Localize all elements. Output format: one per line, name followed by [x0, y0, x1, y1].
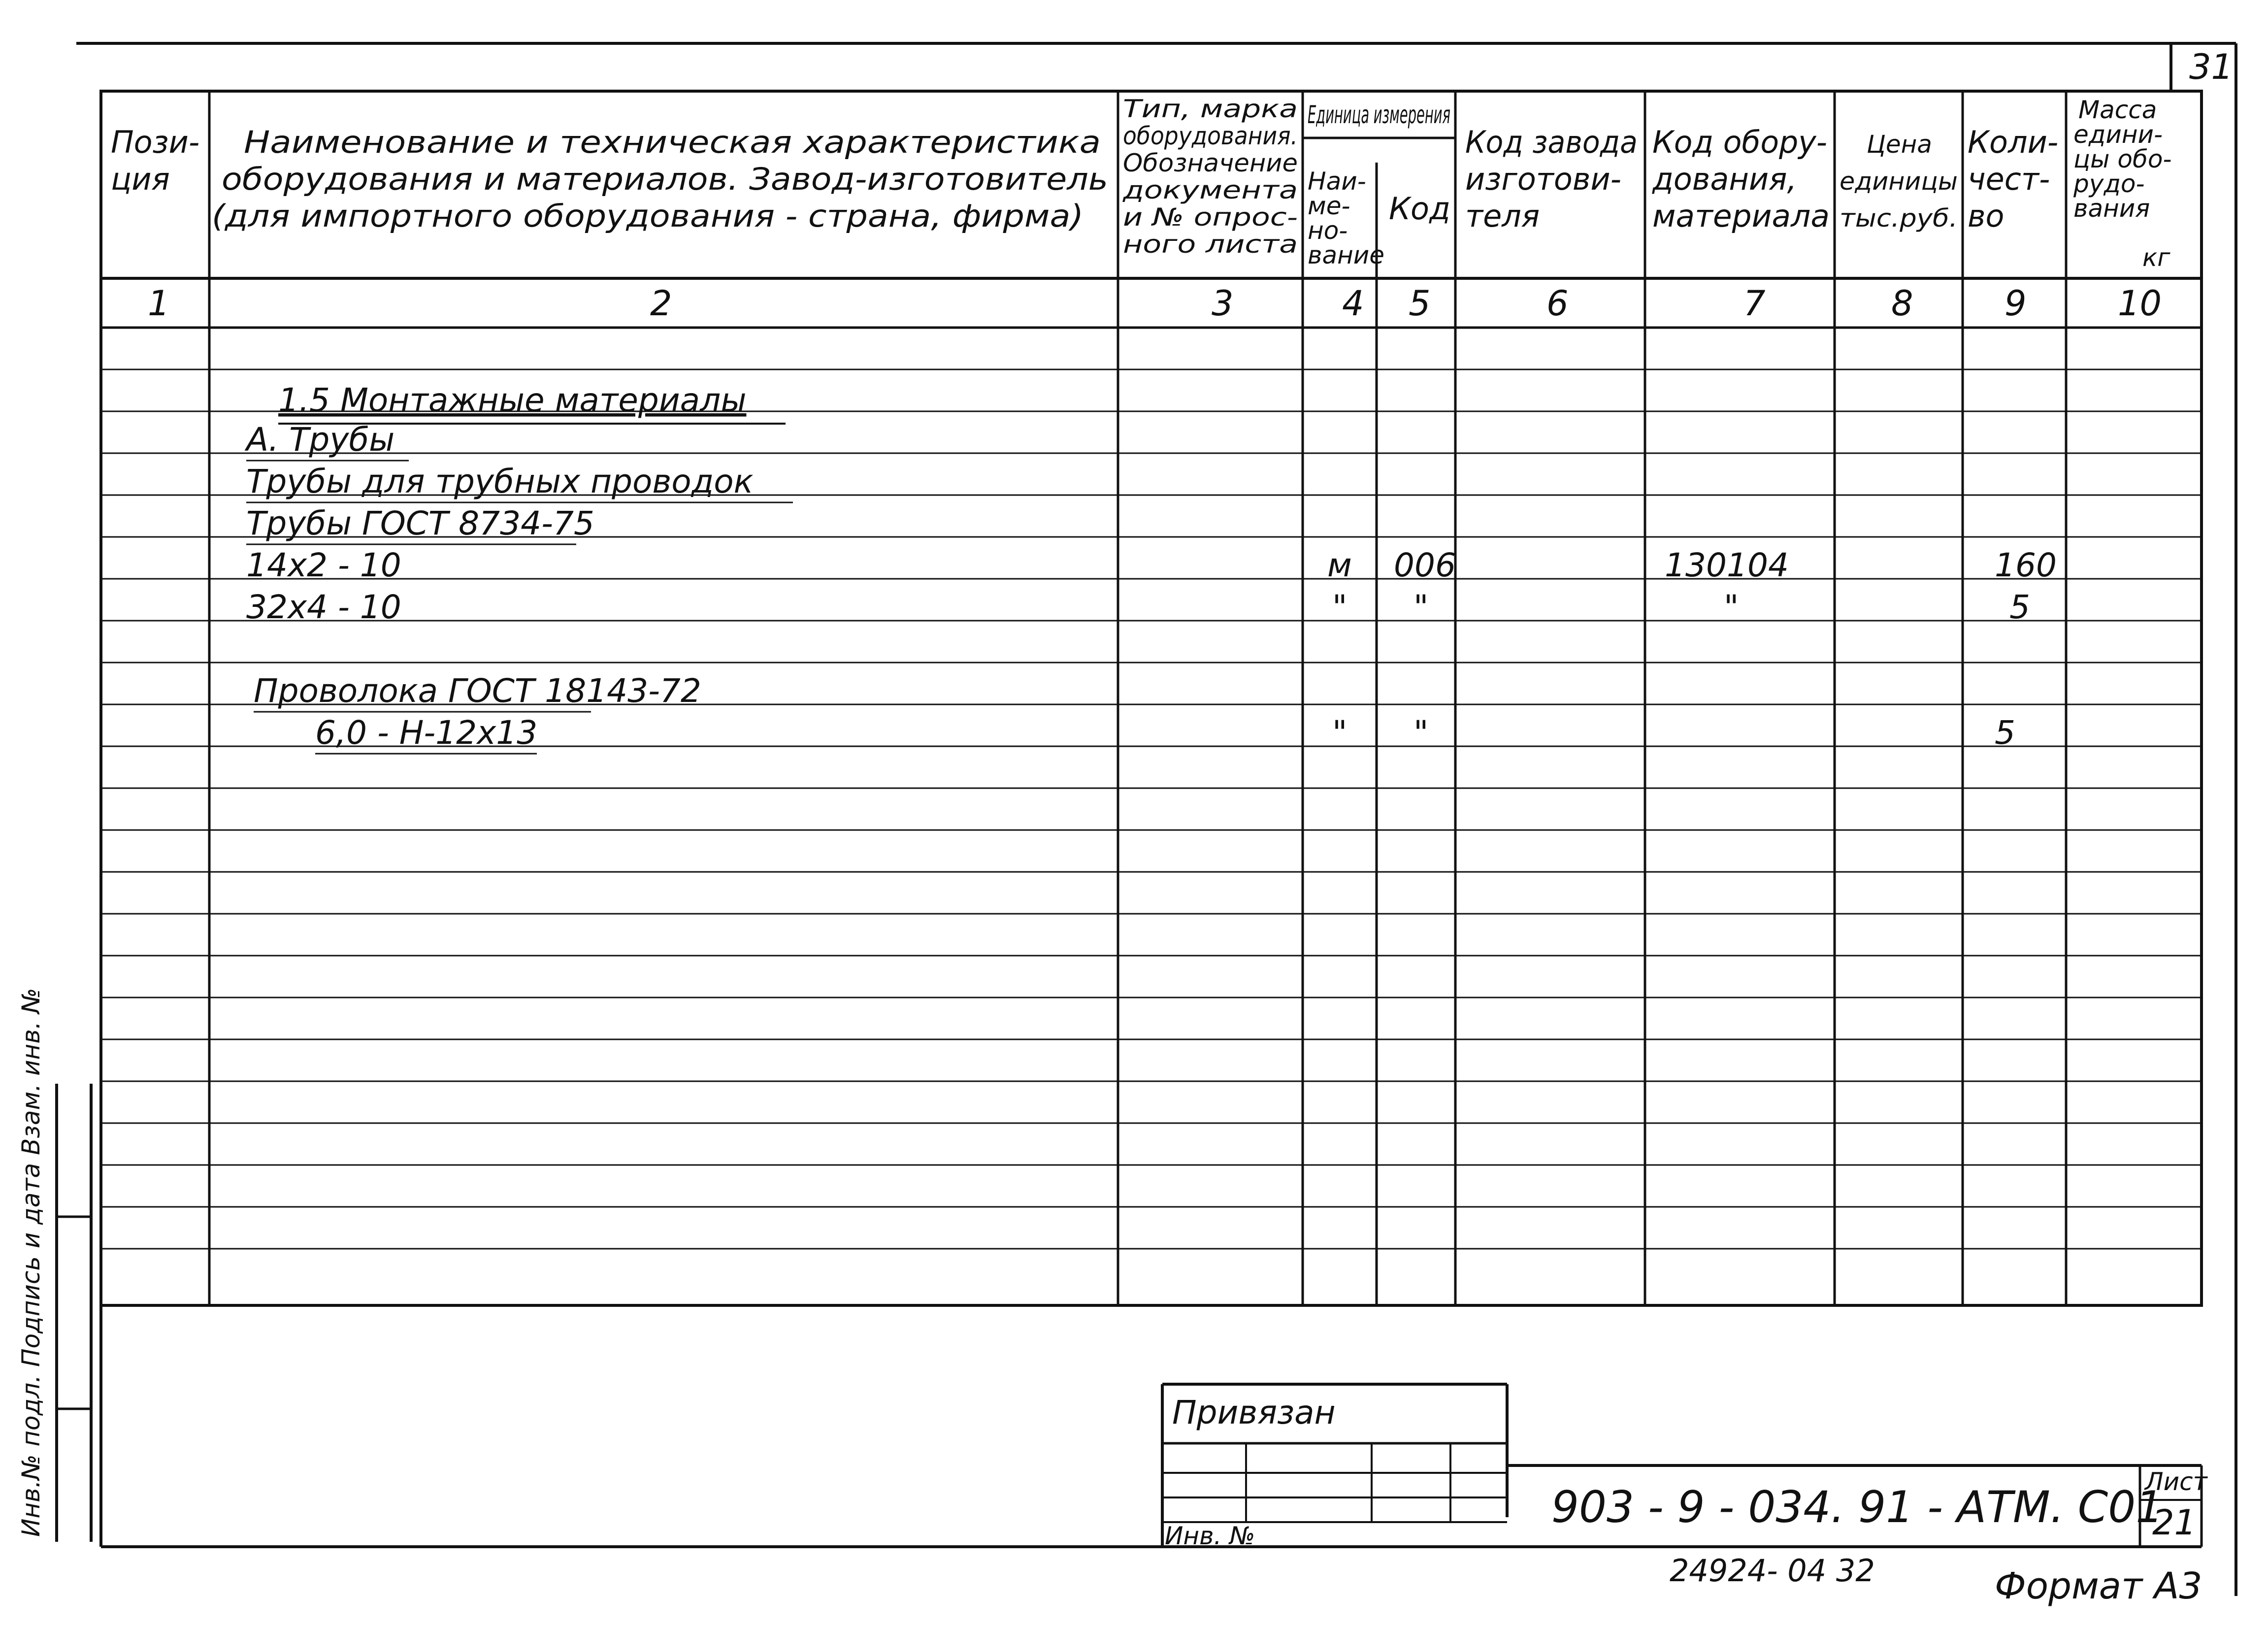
svg-text:Единица измерения: Единица измерения	[1308, 100, 1450, 129]
svg-text:теля: теля	[1465, 198, 1540, 234]
header-col7	[1652, 124, 1830, 234]
header-col4	[1308, 167, 1384, 269]
svg-text:Цена: Цена	[1867, 130, 1932, 159]
header-col6	[1465, 124, 1638, 234]
svg-text:5: 5	[2009, 588, 2030, 626]
svg-text:Коли-: Коли-	[1968, 124, 2059, 160]
inv-no-label: Инв. №	[1165, 1522, 1255, 1550]
svg-text:едини-: едини-	[2073, 120, 2163, 149]
svg-text:и № опрос-: и № опрос-	[1123, 203, 1298, 232]
archive-number: 24924- 04 32	[1670, 1553, 1875, 1589]
svg-text:": "	[1724, 588, 1739, 626]
title-block	[101, 1305, 2208, 1550]
header-col10	[2073, 96, 2171, 272]
svg-text:Масса: Масса	[2078, 96, 2157, 124]
svg-text:дования,: дования,	[1652, 161, 1797, 197]
svg-text:документа: документа	[1122, 176, 1298, 204]
header-unit-group	[1308, 100, 1450, 129]
svg-text:4: 4	[1342, 283, 1364, 324]
svg-text:изготови-: изготови-	[1465, 161, 1622, 197]
header-col5	[1389, 191, 1450, 227]
header-col2	[212, 124, 1108, 234]
svg-text:3: 3	[1212, 283, 1234, 324]
svg-text:Наи-: Наи-	[1308, 167, 1366, 196]
row-lines	[101, 369, 2202, 1249]
svg-text:8: 8	[1891, 283, 1913, 324]
svg-text:Проволока ГОСТ 18143-72: Проволока ГОСТ 18143-72	[254, 672, 701, 710]
table-row	[254, 672, 701, 712]
svg-text:единицы: единицы	[1840, 167, 1958, 196]
svg-text:ме-: ме-	[1308, 192, 1350, 220]
svg-text:6: 6	[1546, 283, 1569, 324]
svg-text:Код: Код	[1389, 191, 1450, 227]
svg-text:130104: 130104	[1665, 546, 1789, 584]
svg-text:Трубы ГОСТ 8734-75: Трубы ГОСТ 8734-75	[246, 504, 594, 542]
svg-text:": "	[1413, 714, 1429, 752]
sheet-top-number: 31	[2189, 47, 2234, 87]
svg-text:рудо-: рудо-	[2073, 169, 2145, 198]
svg-text:но-: но-	[1308, 216, 1348, 245]
svg-text:чест-: чест-	[1968, 161, 2050, 197]
left-margin-stamp-text: Инв.№ подл. Подпись и дата Взам. инв. №	[17, 988, 45, 1537]
svg-text:6,0 - Н-12х13: 6,0 - Н-12х13	[315, 714, 538, 752]
svg-text:м: м	[1327, 546, 1352, 584]
column-number-row	[148, 283, 2162, 324]
svg-text:ного листа: ного листа	[1123, 230, 1298, 259]
svg-text:А. Трубы: А. Трубы	[246, 421, 395, 459]
svg-text:32х4 - 10: 32х4 - 10	[246, 588, 401, 626]
header-col9	[1968, 124, 2058, 234]
svg-text:Наименование и техническая хар: Наименование и техническая характеристика	[244, 124, 1101, 160]
svg-text:": "	[1332, 588, 1348, 626]
svg-text:10: 10	[2118, 283, 2162, 324]
svg-text:1: 1	[148, 283, 170, 324]
svg-text:тыс.руб.: тыс.руб.	[1840, 204, 1958, 233]
svg-text:9: 9	[2005, 283, 2027, 324]
svg-text:вание: вание	[1308, 241, 1385, 269]
table-row	[278, 381, 786, 424]
header-col1	[111, 124, 199, 197]
header-col8	[1840, 130, 1958, 233]
table-row	[246, 504, 594, 544]
svg-text:ция: ция	[111, 161, 170, 197]
svg-text:Код завода: Код завода	[1465, 124, 1638, 160]
svg-text:во: во	[1968, 198, 2005, 234]
list-label: Лист	[2145, 1467, 2207, 1496]
svg-text:оборудования.: оборудования.	[1123, 122, 1298, 150]
format-label: Формат А3	[1995, 1565, 2202, 1607]
list-number: 21	[2152, 1502, 2197, 1543]
svg-text:(для импортного оборудования -: (для импортного оборудования - страна, фирма)	[212, 198, 1084, 234]
table-row	[246, 463, 793, 502]
document-code: 903 - 9 - 034. 91 - АТМ. С01	[1551, 1482, 2164, 1532]
privyazan-label: Привязан	[1172, 1394, 1336, 1431]
table-row	[315, 714, 2015, 754]
svg-text:Пози-: Пози-	[111, 124, 200, 160]
svg-text:Код обору-: Код обору-	[1652, 124, 1827, 160]
svg-text:Тип, марка: Тип, марка	[1123, 95, 1298, 123]
svg-text:оборудования и материалов. Зав: оборудования и материалов. Завод-изготовитель	[222, 161, 1108, 197]
svg-text:Трубы для трубных проводок: Трубы для трубных проводок	[246, 463, 754, 500]
svg-text:материала: материала	[1652, 198, 1830, 234]
svg-text:Обозначение: Обозначение	[1123, 149, 1298, 177]
section-heading: 1.5 Монтажные материалы	[278, 381, 747, 419]
svg-text:5: 5	[1995, 714, 2015, 752]
svg-text:": "	[1332, 714, 1348, 752]
svg-text:": "	[1413, 588, 1429, 626]
header-col3	[1122, 95, 1298, 259]
svg-text:кг: кг	[2142, 243, 2170, 272]
table-row	[244, 421, 409, 461]
svg-text:14х2 - 10: 14х2 - 10	[246, 546, 401, 584]
svg-text:2: 2	[650, 283, 672, 324]
svg-text:160: 160	[1995, 546, 2057, 584]
svg-text:006: 006	[1394, 546, 1456, 584]
svg-text:5: 5	[1409, 283, 1431, 324]
svg-text:цы обо-: цы обо-	[2073, 145, 2172, 173]
svg-text:вания: вания	[2073, 194, 2150, 223]
svg-text:7: 7	[1743, 283, 1766, 324]
